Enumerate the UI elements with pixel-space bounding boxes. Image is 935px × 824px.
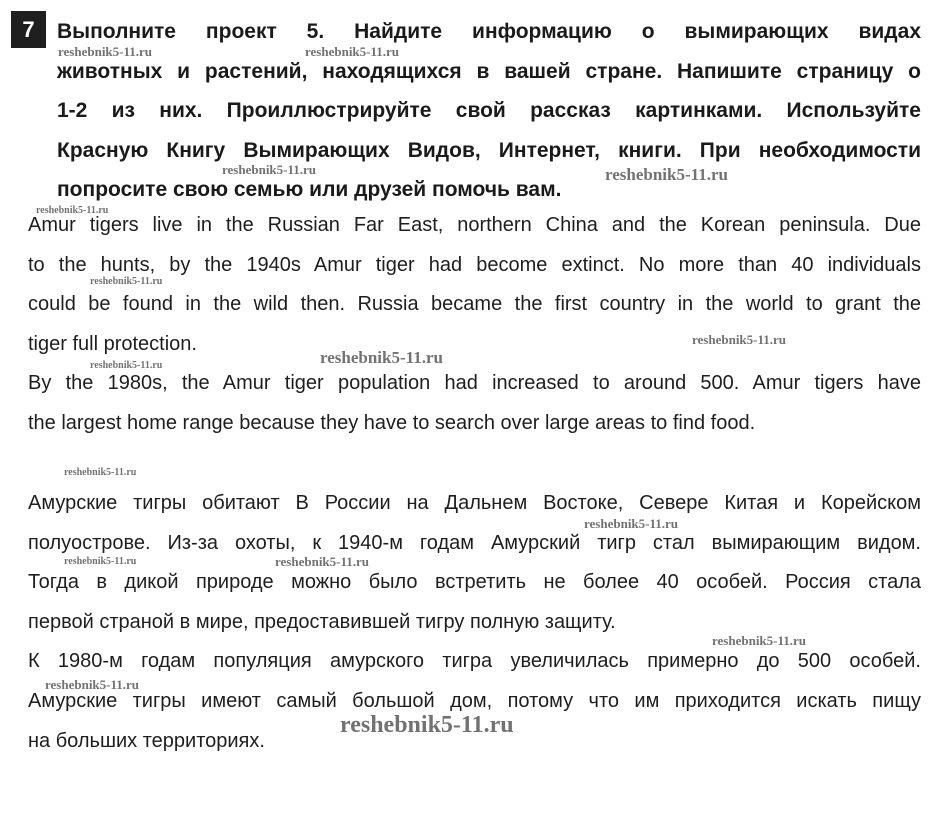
task-number-badge: 7 — [11, 11, 46, 48]
watermark: reshebnik5-11.ru — [305, 44, 400, 59]
task-line: попросите свою семью или друзей помочь вам. — [57, 178, 562, 202]
task-instruction — [57, 11, 921, 209]
answer-line: could be found in the wild then. Russia became the first country in the world to grant the — [28, 293, 921, 316]
watermark: reshebnik5-11.ru — [64, 467, 137, 478]
watermark: reshebnik5-11.ru — [90, 276, 163, 287]
watermark: reshebnik5-11.ru — [692, 332, 787, 347]
answer-line: the largest home range because they have to search over large areas to find food. — [28, 411, 756, 434]
watermark: reshebnik5-11.ru — [222, 162, 317, 177]
answer-line: to the hunts, by the 1940s Amur tiger had become extinct. No more than 40 individuals — [28, 253, 921, 276]
answer-line: tiger full protection. — [28, 332, 197, 355]
russian-answer — [28, 484, 921, 761]
watermark: reshebnik5-11.ru — [45, 677, 140, 692]
watermark: reshebnik5-11.ru — [90, 360, 163, 371]
english-answer — [28, 206, 921, 444]
watermark: reshebnik5-11.ru — [64, 556, 137, 567]
watermark: reshebnik5-11.ru — [36, 205, 109, 216]
answer-line: на больших территориях. — [28, 729, 265, 752]
task-line: Красную Книгу Вымирающих Видов, Интернет, книги. При необходимости — [57, 138, 921, 162]
answer-line: полуострове. Из-за охоты, к 1940-м годам Амурский тигр стал вымирающим видом. — [28, 531, 921, 554]
watermark: reshebnik5-11.ru — [320, 348, 443, 367]
task-line: Выполните проект 5. Найдите информацию о вымирающих видах — [57, 20, 921, 43]
answer-line: Тогда в дикой природе можно было встретить не более 40 особей. Россия стала — [28, 571, 921, 594]
watermark: reshebnik5-11.ru — [340, 712, 514, 738]
watermark: reshebnik5-11.ru — [712, 633, 807, 648]
task-line: 1-2 из них. Проиллюстрируйте свой рассказ картинками. Используйте — [57, 99, 921, 123]
answer-line: Амурские тигры имеют самый большой дом, потому что им приходится искать пищу — [28, 689, 921, 712]
task-line: животных и растений, находящихся в вашей стране. Напишите страницу о — [57, 59, 921, 83]
watermark: reshebnik5-11.ru — [275, 554, 370, 569]
answer-line: первой страной в мире, предоставившей тигру полную защиту. — [28, 610, 616, 633]
answer-line: By the 1980s, the Amur tiger population had increased to around 500. Amur tigers have — [28, 372, 921, 395]
answer-line: К 1980-м годам популяция амурского тигра увеличилась примерно до 500 особей. — [28, 650, 921, 673]
watermark: reshebnik5-11.ru — [584, 516, 679, 531]
answer-line: Amur tigers live in the Russian Far East, northern China and the Korean peninsula. Due — [28, 214, 921, 236]
watermark: reshebnik5-11.ru — [605, 165, 728, 184]
watermark: reshebnik5-11.ru — [58, 44, 153, 59]
answer-line: Амурские тигры обитают В России на Дальнем Востоке, Севере Китая и Корейском — [28, 492, 921, 514]
